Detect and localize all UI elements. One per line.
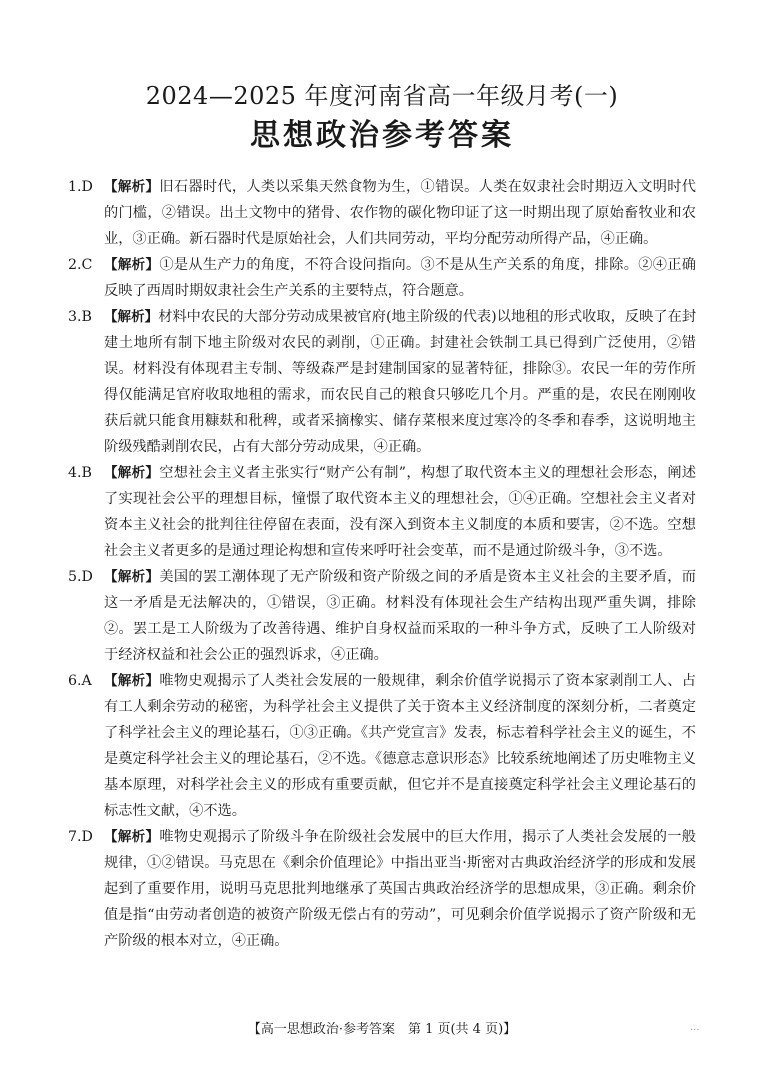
answer-number: 2.C (68, 257, 93, 273)
answer-body (104, 174, 696, 252)
answer-number: 3.B (68, 309, 92, 325)
answer-text: ①是从生产力的角度，不符合设问指向。③不是从生产关系的角度，排除。②④正确反映了西周时期奴隶社会生产关系的主要特点，符合题意。 (104, 257, 696, 299)
answer-text: 材料中农民的大部分劳动成果被官府(地主阶级的代表)以地租的形式收取，反映了在封建土地所有制下地主阶级对农民的剥削，①正确。封建社会铁制工具已得到广泛使用，②错误。材料没有体现君主专制、等级森严是封建制国家的显著特征，排除③。农民一年的劳作所得仅能满足官府收取地租的需求，而农民自己的粮食只够吃几个月。严重的是，农民在刚刚收获后就只能食用糠麸和秕稗，或者采摘橡实、储存菜根来度过寒冷的冬季和春季，这说明地主阶级残酷剥削农民，占有大部分劳动成果，④正确。 (104, 309, 697, 455)
analysis-tag: 【解析】 (104, 569, 160, 585)
answer-text: 美国的罢工潮体现了无产阶级和资产阶级之间的矛盾是资本主义社会的主要矛盾，而这一矛盾是无法解决的，①错误，③正确。材料没有体现社会生产结构出现严重失调，排除②。罢工是工人阶级为了改善待遇、维护自身权益而采取的一种斗争方式，反映了工人阶级对于经济权益和社会公正的强烈诉求，④正确。 (104, 569, 696, 663)
analysis-tag: 【解析】 (104, 179, 160, 195)
analysis-tag: 【解析】 (104, 309, 159, 325)
answer-number: 4.B (68, 465, 92, 481)
answer-item-6 (68, 668, 696, 824)
answer-item-2 (68, 252, 696, 304)
answer-item-5 (68, 564, 696, 668)
answer-body (104, 668, 696, 824)
answer-number: 5.D (68, 569, 93, 585)
answer-body (104, 460, 696, 564)
analysis-tag: 【解析】 (104, 673, 160, 689)
exam-title: 2024—2025 年度河南省高一年级月考(一) (145, 82, 619, 110)
answer-item-7 (68, 824, 696, 954)
answer-body (104, 824, 696, 954)
answer-text: 唯物史观揭示了阶级斗争在阶级社会发展中的巨大作用，揭示了人类社会发展的一般规律，①②错误。马克思在《剩余价值理论》中指出亚当·斯密对古典政治经济学的形成和发展起到了重要作用，说明马克思批判地继承了英国古典政治经济学的思想成果，③正确。剩余价值是指“由劳动者创造的被资产阶级无偿占有的劳动”，可见剩余价值学说揭示了资产阶级和无产阶级的根本对立，④正确。 (104, 829, 696, 949)
answer-text: 唯物史观揭示了人类社会发展的一般规律，剩余价值学说揭示了资本家剥削工人、占有工人剩余劳动的秘密，为科学社会主义提供了关于资本主义经济制度的深刻分析，二者奠定了科学社会主义的理论基石，①③正确。《共产党宣言》发表，标志着科学社会主义的诞生，不是奠定科学社会主义的理论基石，②不选。《德意志意识形态》比较系统地阐述了历史唯物主义基本原理，对科学社会主义的形成有重要贡献，但它并不是直接奠定科学社会主义理论基石的标志性文献，④不选。 (104, 673, 696, 819)
answer-body (104, 252, 696, 304)
answer-item-3 (68, 304, 696, 460)
answer-item-4 (68, 460, 696, 564)
answer-text: 旧石器时代，人类以采集天然食物为生，①错误。人类在奴隶社会时期迈入文明时代的门槛，②错误。出土文物中的猪骨、农作物的碳化物印证了这一时期出现了原始畜牧业和农业，③正确。新石器时代是原始社会，人们共同劳动，平均分配劳动所得产品，④正确。 (104, 179, 696, 247)
answer-text: 空想社会主义者主张实行“财产公有制”，构想了取代资本主义的理想社会形态，阐述了实现社会公平的理想目标，憧憬了取代资本主义的理想社会，①④正确。空想社会主义者对资本主义社会的批判往往停留在表面，没有深入到资本主义制度的本质和要害，②不选。空想社会主义者更多的是通过理论构想和宣传来呼吁社会变革，而不是通过阶级斗争，③不选。 (104, 465, 697, 559)
answer-number: 1.D (68, 179, 93, 195)
analysis-tag: 【解析】 (104, 465, 160, 481)
answer-list (68, 174, 696, 954)
analysis-tag: 【解析】 (104, 257, 160, 273)
page-footer: 【高一思想政治·参考答案 第 1 页(共 4 页)】 (247, 1022, 517, 1037)
answer-item-1 (68, 174, 696, 252)
document-subtitle: 思想政治参考答案 (250, 118, 514, 153)
answer-number: 6.A (68, 673, 92, 689)
analysis-tag: 【解析】 (104, 829, 160, 845)
answer-body (104, 304, 696, 460)
corner-mark: ... (690, 1022, 700, 1033)
answer-body (104, 564, 696, 668)
answer-number: 7.D (68, 829, 93, 845)
